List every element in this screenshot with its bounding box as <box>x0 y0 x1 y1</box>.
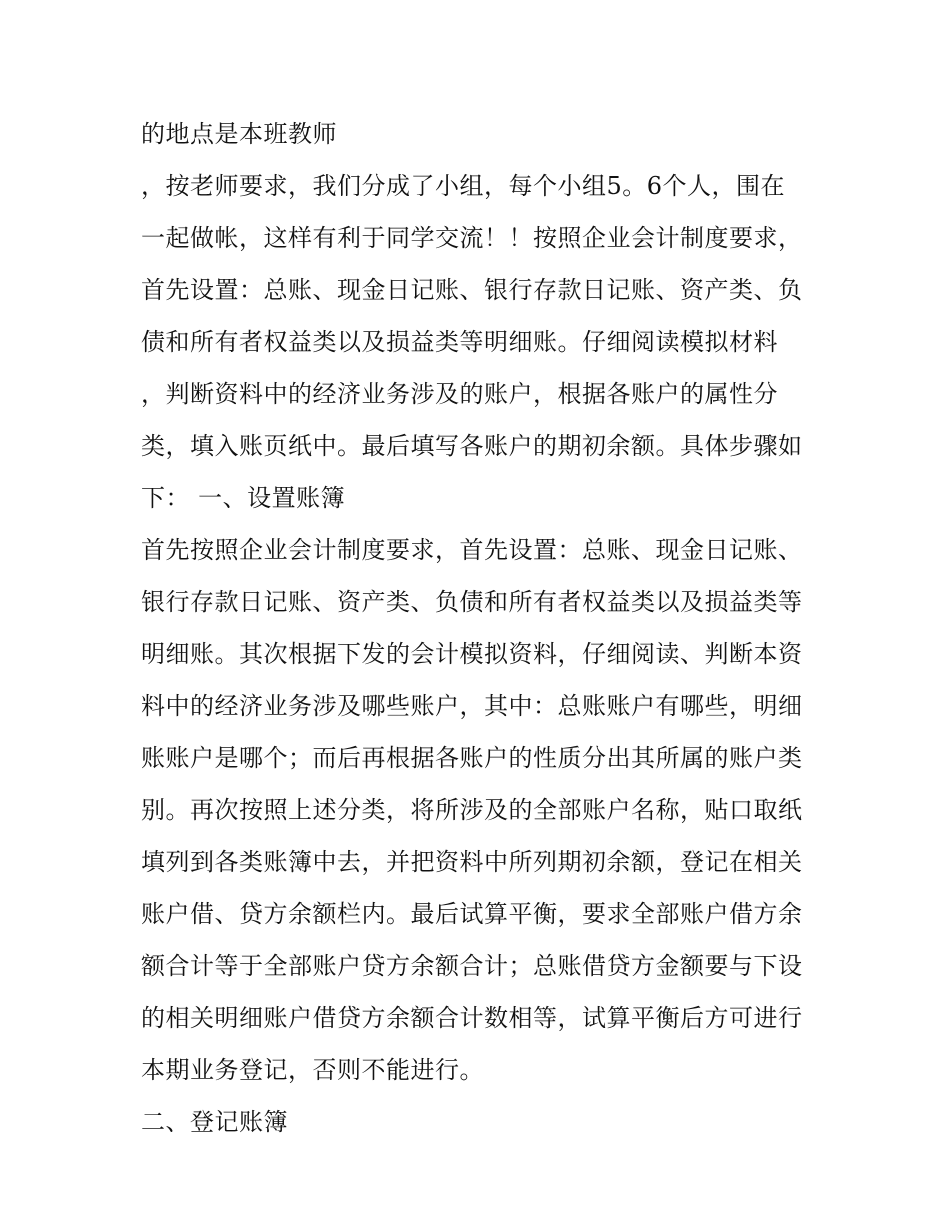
text-line: 类，填入账页纸中。最后填写各账户的期初余额。具体步骤如 <box>141 432 803 460</box>
text-line: ，判断资料中的经济业务涉及的账户，根据各账户的属性分 <box>141 380 778 408</box>
text-line: 首先按照企业会计制度要求，首先设置：总账、现金日记账、 <box>141 536 803 564</box>
text-line: 银行存款日记账、资产类、负债和所有者权益类以及损益类等 <box>141 588 803 616</box>
document-body <box>141 108 821 1148</box>
text-line: ，按老师要求，我们分成了小组，每个小组5。6个人，围在 <box>141 172 786 200</box>
text-line: 额合计等于全部账户贷方余额合计；总账借贷方金额要与下设 <box>141 952 803 980</box>
text-line: 料中的经济业务涉及哪些账户，其中：总账账户有哪些，明细 <box>141 692 803 720</box>
text-line: 明细账。其次根据下发的会计模拟资料，仔细阅读、判断本资 <box>141 640 803 668</box>
text-line: 首先设置：总账、现金日记账、银行存款日记账、资产类、负 <box>141 276 803 304</box>
text-line: 一起做帐，这样有利于同学交流！！按照企业会计制度要求， <box>141 224 803 252</box>
text-line: 别。再次按照上述分类，将所涉及的全部账户名称，贴口取纸 <box>141 796 803 824</box>
section-heading-setup: 下： 一、设置账簿 <box>141 484 346 512</box>
section-heading-register: 二、登记账簿 <box>141 1108 288 1136</box>
text-line: 填列到各类账簿中去，并把资料中所列期初余额，登记在相关 <box>141 848 803 876</box>
text-line: 账账户是哪个；而后再根据各账户的性质分出其所属的账户类 <box>141 744 803 772</box>
text-line: 的地点是本班教师 <box>141 120 337 148</box>
text-line: 的相关明细账户借贷方余额合计数相等，试算平衡后方可进行 <box>141 1004 803 1032</box>
text-line: 账户借、贷方余额栏内。最后试算平衡，要求全部账户借方余 <box>141 900 803 928</box>
text-line: 债和所有者权益类以及损益类等明细账。仔细阅读模拟材料 <box>141 328 778 356</box>
text-line: 本期业务登记，否则不能进行。 <box>141 1056 484 1084</box>
